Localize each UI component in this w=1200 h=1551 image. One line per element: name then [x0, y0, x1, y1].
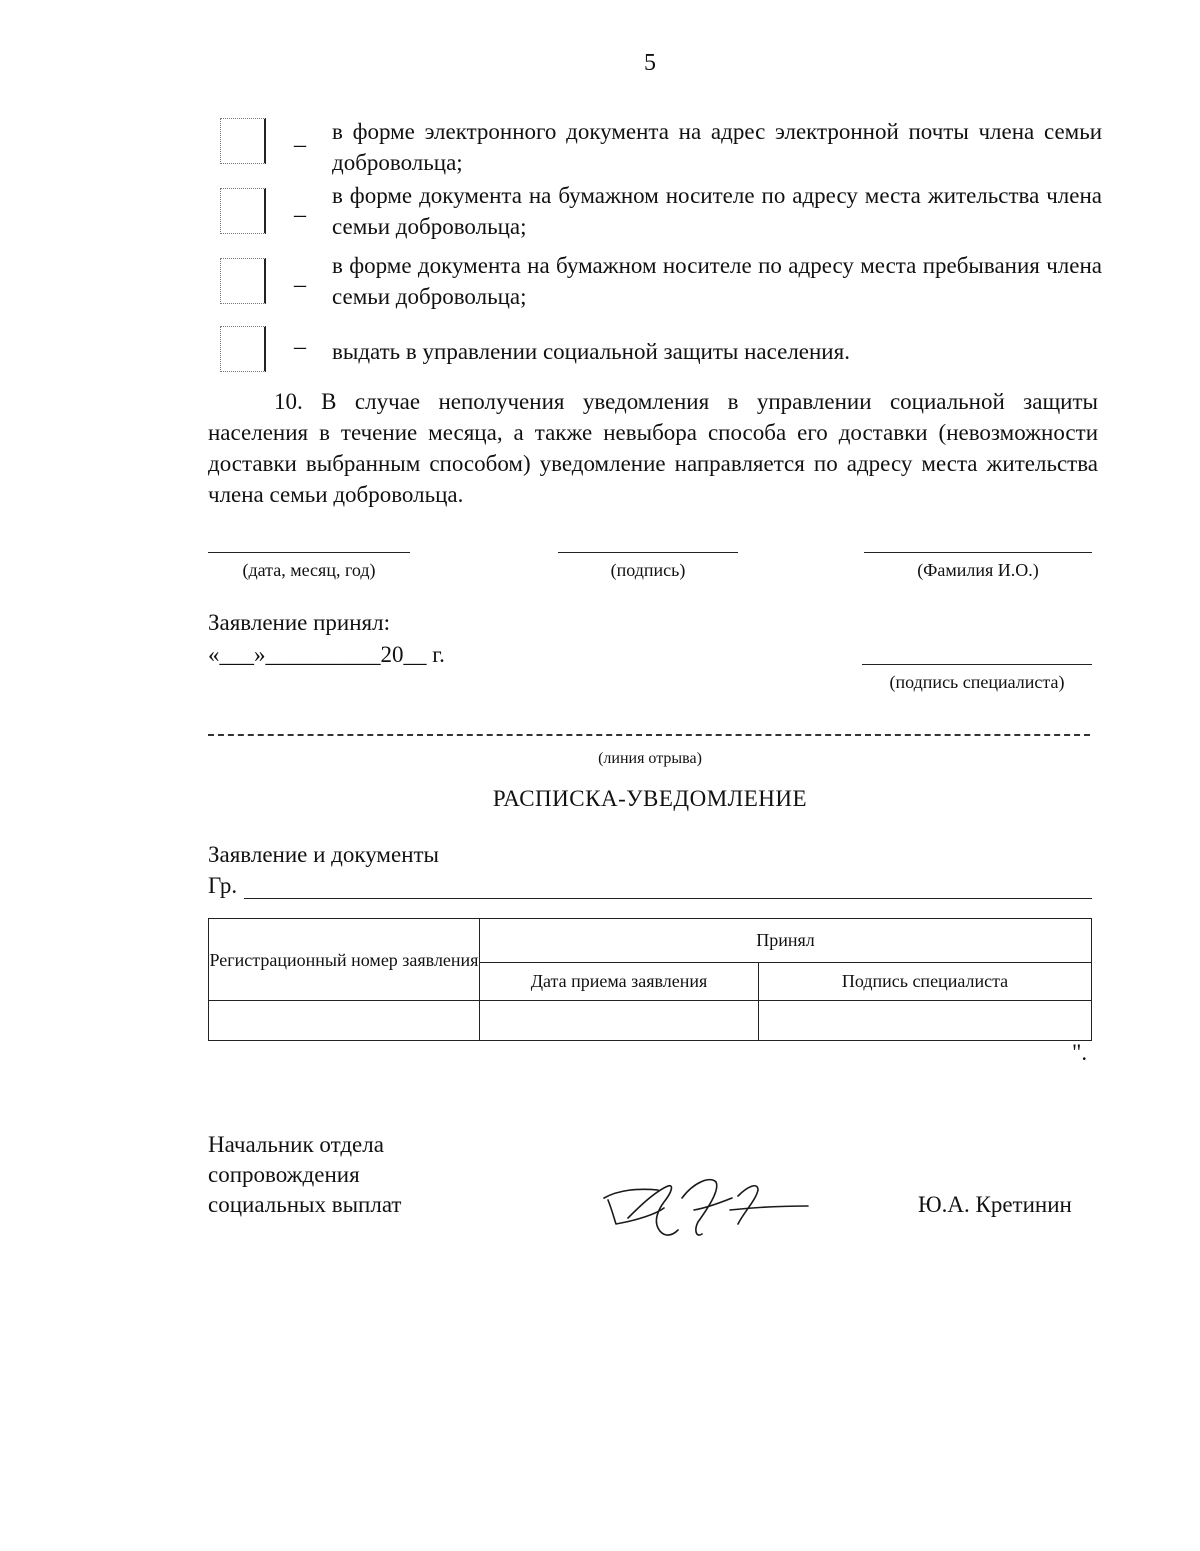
- date-line: [208, 552, 410, 553]
- accepted-date: «___»__________20__ г.: [208, 642, 445, 667]
- checkbox-email[interactable]: [220, 118, 266, 164]
- page-number: 5: [644, 50, 656, 76]
- tear-line-label: (линия отрыва): [598, 750, 702, 767]
- signatory-position-line-1: Начальник отдела: [208, 1132, 384, 1157]
- signature-line: [558, 552, 738, 553]
- specialist-signature-caption: (подпись специалиста): [889, 672, 1065, 692]
- date-caption: (дата, месяц, год): [242, 560, 376, 580]
- option-dash: –: [294, 334, 306, 360]
- signatory-position-line-2: сопровождения: [208, 1162, 360, 1187]
- option-pickup-text: выдать в управлении социальной защиты населения.: [332, 339, 850, 364]
- signatory-position-line-3: социальных выплат: [208, 1192, 402, 1217]
- closing-quote: ".: [1072, 1040, 1088, 1065]
- option-email-text: в форме электронного документа на адрес электронной почты члена семьи добровольца;: [332, 119, 1102, 175]
- checkbox-residence-address[interactable]: [220, 188, 266, 234]
- receipt-text: Заявление и документы: [208, 842, 440, 867]
- reg-number-cell[interactable]: [209, 1001, 480, 1041]
- receipt-title: РАСПИСКА-УВЕДОМЛЕНИЕ: [492, 786, 808, 811]
- paragraph-10: 10. В случае неполучения уведомления в управлении социальной защиты населения в течение месяца, а также невыбора способа его доставки (невозможности доставки выбранным способом) уведомление направляется по адресу места жительства члена семьи добровольца.: [208, 389, 1098, 507]
- option-stay-text: в форме документа на бумажном носителе по адресу места пребывания члена семьи добровольца;: [332, 253, 1102, 309]
- handwritten-signature: [598, 1168, 818, 1248]
- signatory-name: Ю.А. Кретинин: [918, 1192, 1072, 1217]
- option-residence-text: в форме документа на бумажном носителе по адресу места жительства члена семьи добровольца;: [332, 183, 1102, 239]
- citizen-name-line[interactable]: [244, 898, 1092, 899]
- checkbox-pickup[interactable]: [220, 326, 266, 372]
- date-received-header: Дата приема заявления: [480, 963, 759, 1001]
- accepted-label: Заявление принял:: [208, 610, 391, 635]
- tear-line: [208, 734, 1090, 736]
- name-line: [864, 552, 1092, 553]
- option-dash: _: [294, 124, 306, 150]
- specialist-signature-cell[interactable]: [759, 1001, 1092, 1041]
- reg-number-header: Регистрационный номер заявления: [209, 919, 480, 1001]
- signature-caption: (подпись): [610, 560, 686, 580]
- name-caption: (Фамилия И.О.): [917, 560, 1039, 580]
- specialist-signature-header: Подпись специалиста: [759, 963, 1092, 1001]
- date-received-cell[interactable]: [480, 1001, 759, 1041]
- registration-table: [208, 918, 1092, 1041]
- option-dash: _: [294, 194, 306, 220]
- specialist-signature-line: [862, 664, 1092, 665]
- checkbox-stay-address[interactable]: [220, 258, 266, 304]
- accepted-header: Принял: [480, 919, 1092, 963]
- citizen-prefix: Гр.: [208, 873, 238, 898]
- option-dash: _: [294, 264, 306, 290]
